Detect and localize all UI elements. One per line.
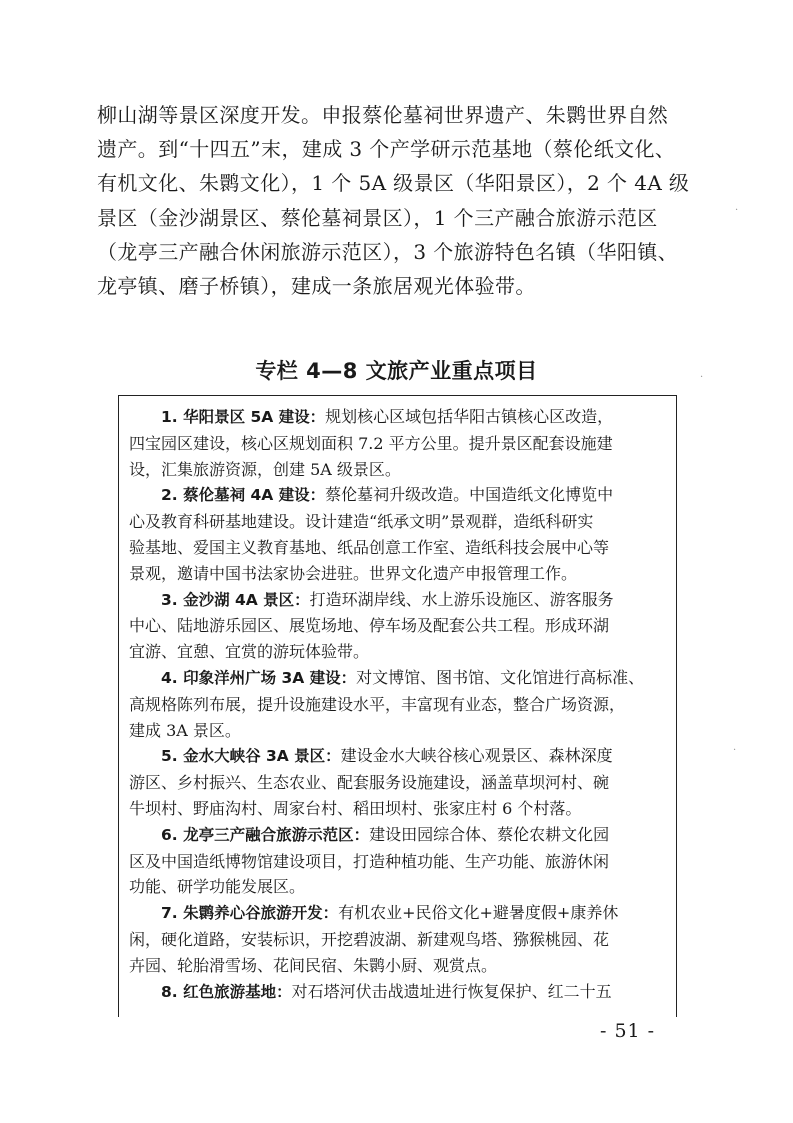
- text-line: 卉园、轮胎滑雪场、花间民宿、朱鹮小厨、观赏点。: [129, 955, 498, 975]
- project-item: [129, 900, 668, 978]
- project-item: [129, 665, 668, 743]
- text-line: 有机文化、朱鹮文化），1 个 5A 级景区（华阳景区），2 个 4A 级: [97, 171, 690, 196]
- item-label: 8. 红色旅游基地：: [161, 982, 292, 1001]
- item-label: 1. 华阳景区 5A 建设：: [161, 408, 326, 426]
- text-line: 心及教育科研基地建设。设计建造“纸承文明”景观群，造纸科研实: [129, 512, 594, 532]
- project-item: [129, 743, 668, 821]
- text-line: 龙亭镇、磨子桥镇），建成一条旅居观光体验带。: [97, 274, 536, 299]
- text-line: 建成 3A 景区。: [129, 720, 241, 740]
- scan-speck: ·: [735, 205, 739, 216]
- scan-speck: ·: [700, 372, 704, 383]
- text-line: 6. 龙亭三产融合旅游示范区：建设田园综合体、蔡伦农耕文化园: [161, 824, 610, 844]
- item-label: 5. 金水大峡谷 3A 景区：: [161, 747, 341, 766]
- text-line: 功能、研学功能发展区。: [129, 877, 306, 897]
- text-line: 中心、陆地游乐园区、展览场地、停车场及配套公共工程。形成环湖: [129, 616, 610, 636]
- text-line: 5. 金水大峡谷 3A 景区：建设金水大峡谷核心观景区、森林深度: [161, 746, 613, 766]
- text-line: 遗产。到“十四五”末，建成 3 个产学研示范基地（蔡伦纸文化、: [97, 137, 676, 162]
- project-item: [129, 587, 668, 665]
- scan-speck: ·: [733, 745, 737, 756]
- text-line: 柳山湖等景区深度开发。申报蔡伦墓祠世界遗产、朱鹮世界自然: [97, 103, 669, 127]
- text-line: 3. 金沙湖 4A 景区：打造环湖岸线、水上游乐设施区、游客服务: [161, 589, 614, 609]
- project-item: [129, 979, 668, 1006]
- text-line: 牛坝村、野庙沟村、周家台村、稻田坝村、张家庄村 6 个村落。: [129, 798, 582, 818]
- page-number: - 51 -: [600, 1020, 656, 1042]
- project-item: [129, 404, 668, 482]
- text-line: 游区、乡村振兴、生态农业、配套服务设施建设，涵盖草坝河村、碗: [129, 773, 610, 793]
- text-line: （龙亭三产融合休闲旅游示范区），3 个旅游特色名镇（华阳镇、: [97, 239, 679, 264]
- item-label: 7. 朱鹮养心谷旅游开发：: [161, 904, 339, 923]
- box-title: 专栏 4—8 文旅产业重点项目: [255, 359, 538, 383]
- text-line: 设，汇集旅游资源，创建 5A 级景区。: [129, 459, 401, 479]
- text-line: 8. 红色旅游基地：对石塔河伏击战遗址进行恢复保护、红二十五: [161, 981, 612, 1001]
- project-box: [118, 395, 677, 1017]
- text-line: 7. 朱鹮养心谷旅游开发：有机农业+民俗文化+避暑度假+康养休: [161, 903, 619, 923]
- item-label: 3. 金沙湖 4A 景区：: [161, 590, 310, 609]
- text-line: 2. 蔡伦墓祠 4A 建设：蔡伦墓祠升级改造。中国造纸文化博览中: [161, 485, 614, 505]
- project-item: [129, 822, 668, 900]
- text-line: 景区（金沙湖景区、蔡伦墓祠景区），1 个三产融合旅游示范区: [97, 205, 658, 230]
- item-label: 2. 蔡伦墓祠 4A 建设：: [161, 486, 326, 505]
- text-line: 宜游、宜憩、宜赏的游玩体验带。: [129, 642, 370, 662]
- text-line: 验基地、爱国主义教育基地、纸品创意工作室、造纸科技会展中心等: [129, 537, 610, 557]
- item-label: 4. 印象洋州广场 3A 建设：: [161, 668, 357, 687]
- text-line: 四宝园区建设，核心区规划面积 7.2 平方公里。提升景区配套设施建: [129, 433, 613, 453]
- text-line: 高规格陈列布展，提升设施建设水平，丰富现有业态，整合广场资源，: [129, 694, 626, 714]
- intro-paragraph: [97, 98, 697, 303]
- text-line: 区及中国造纸博物馆建设项目，打造种植功能、生产功能、旅游休闲: [129, 851, 610, 871]
- item-label: 6. 龙亭三产融合旅游示范区：: [161, 825, 370, 844]
- text-line: 景观，邀请中国书法家协会进驻。世界文化遗产申报管理工作。: [129, 563, 578, 583]
- text-line: 4. 印象洋州广场 3A 建设：对文博馆、图书馆、文化馆进行高标准、: [161, 667, 645, 687]
- text-line: 闲，硬化道路，安装标识，开挖碧波湖、新建观鸟塔、猕猴桃园、花: [129, 929, 610, 949]
- project-item: [129, 482, 668, 586]
- text-line: 1. 华阳景区 5A 建设：规划核心区域包括华阳古镇核心区改造，: [161, 407, 614, 426]
